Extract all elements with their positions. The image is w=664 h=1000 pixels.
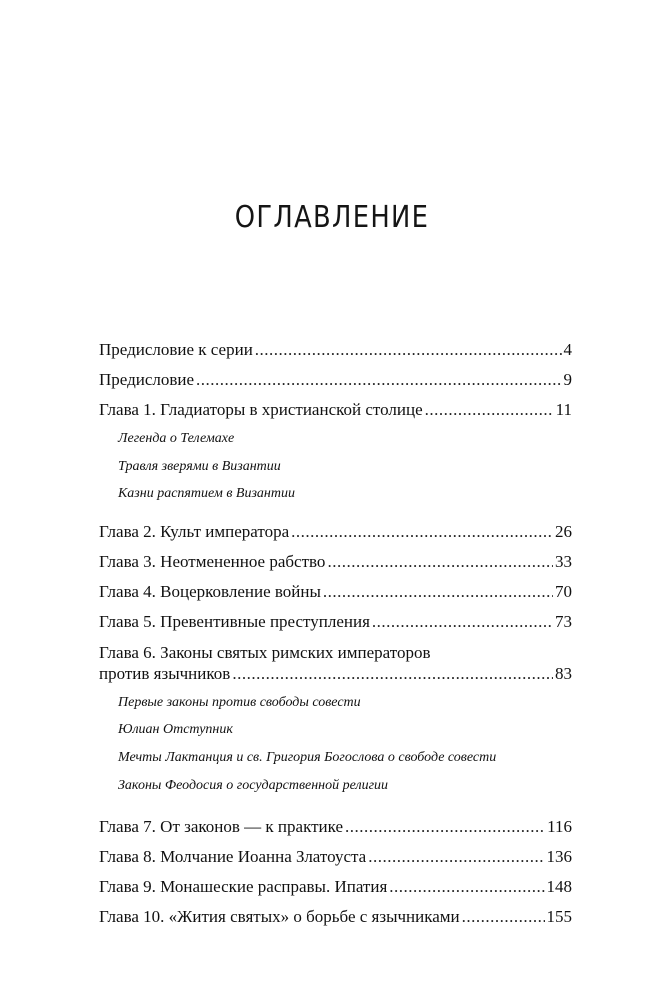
toc-subsection[interactable]: Легенда о Телемахе <box>118 431 235 446</box>
toc-subsection[interactable]: Мечты Лактанция и св. Григория Богослова о свободе совести <box>118 750 497 765</box>
toc-page-number: 26 <box>555 522 572 541</box>
dot-leader <box>323 582 553 602</box>
toc-entry-chapter-7[interactable] <box>99 817 572 837</box>
toc-page-number: 155 <box>546 907 572 926</box>
toc-page-number: 70 <box>555 582 572 601</box>
toc-entry-label: Глава 9. Монашеские расправы. Ипатия <box>99 877 388 896</box>
toc-entry-chapter-6[interactable] <box>99 664 572 684</box>
dot-leader <box>372 612 553 632</box>
toc-entry-chapter-3[interactable] <box>99 552 572 572</box>
toc-entry-chapter-6-line1[interactable]: Глава 6. Законы святых римских императоров <box>99 643 431 662</box>
toc-entry-preface[interactable] <box>99 370 572 390</box>
toc-entry-label: против язычников <box>99 664 231 683</box>
dot-leader <box>196 370 561 390</box>
toc-entry-label: Предисловие <box>99 370 195 389</box>
toc-entry-preface-series[interactable] <box>99 340 572 360</box>
toc-page-number: 136 <box>546 847 572 866</box>
dot-leader <box>389 877 544 897</box>
toc-entry-chapter-10[interactable] <box>99 907 572 927</box>
dot-leader <box>425 400 554 420</box>
toc-page-number: 9 <box>563 370 572 389</box>
toc-entry-label: Глава 1. Гладиаторы в христианской столице <box>99 400 423 419</box>
dot-leader <box>232 664 553 684</box>
dot-leader <box>462 907 545 927</box>
toc-subsection[interactable]: Законы Феодосия о государственной религии <box>118 778 389 793</box>
toc-entry-label: Глава 5. Превентивные преступления <box>99 612 370 631</box>
toc-page-number: 11 <box>555 400 572 419</box>
toc-entry-chapter-2[interactable] <box>99 522 572 542</box>
toc-subsection[interactable]: Казни распятием в Византии <box>118 486 295 501</box>
toc-entry-label: Глава 7. От законов — к практике <box>99 817 344 836</box>
toc-subsection[interactable]: Юлиан Отступник <box>118 722 233 737</box>
toc-subsection[interactable]: Травля зверями в Византии <box>118 459 281 474</box>
toc-entry-label: Глава 3. Неотмененное рабство <box>99 552 326 571</box>
toc-entry-chapter-1[interactable] <box>99 400 572 420</box>
toc-entry-chapter-5[interactable] <box>99 612 572 632</box>
dot-leader <box>368 847 544 867</box>
toc-page-number: 33 <box>555 552 572 571</box>
toc-entry-label: Предисловие к серии <box>99 340 253 359</box>
dot-leader <box>345 817 545 837</box>
dot-leader <box>291 522 553 542</box>
toc-page-number: 73 <box>555 612 572 631</box>
toc-entry-label: Глава 10. «Жития святых» о борьбе с язычниками <box>99 907 460 926</box>
toc-entry-label: Глава 4. Воцерковление войны <box>99 582 321 601</box>
dot-leader <box>327 552 553 572</box>
toc-page-number: 83 <box>555 664 572 683</box>
toc-subsection[interactable]: Первые законы против свободы совести <box>118 695 361 710</box>
toc-entry-chapter-9[interactable] <box>99 877 572 897</box>
toc-entry-chapter-4[interactable] <box>99 582 572 602</box>
toc-page-number: 148 <box>546 877 572 896</box>
dot-leader <box>255 340 562 360</box>
page-title: ОГЛАВЛЕНИЕ <box>234 200 430 235</box>
toc-entry-label: Глава 8. Молчание Иоанна Златоуста <box>99 847 367 866</box>
toc-page-number: 4 <box>563 340 572 359</box>
toc-entry-label: Глава 2. Культ императора <box>99 522 290 541</box>
toc-page-number: 116 <box>547 817 572 836</box>
toc-entry-chapter-8[interactable] <box>99 847 572 867</box>
